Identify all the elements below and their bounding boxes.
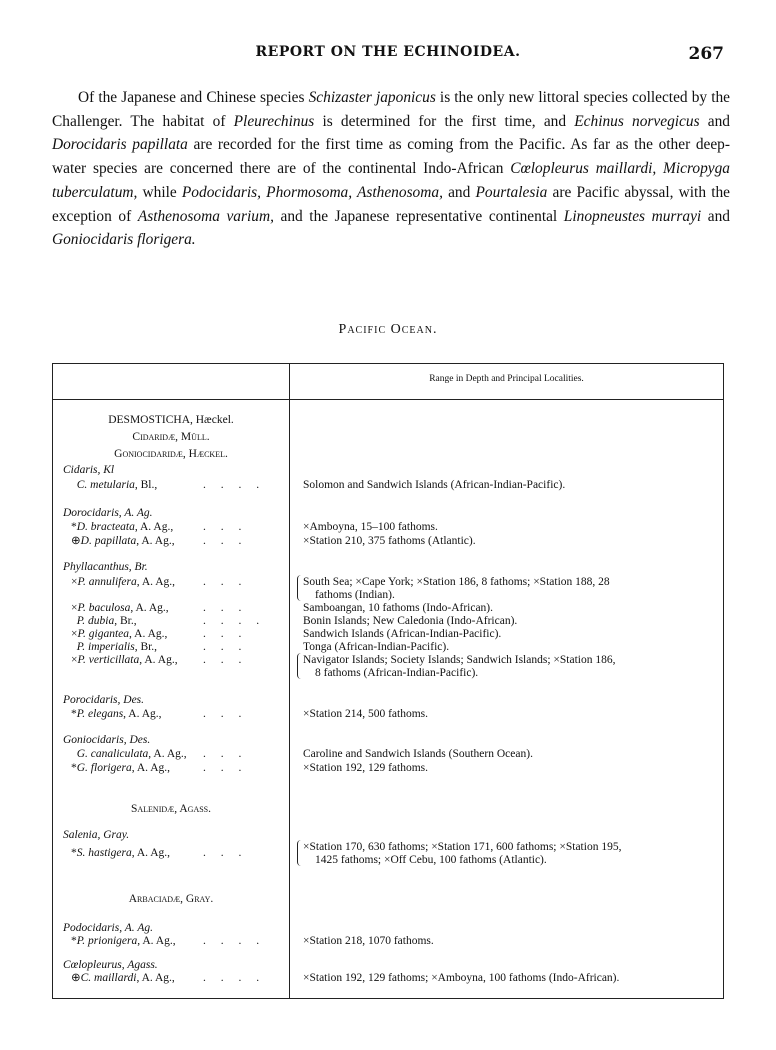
table-row: *P. elegans, A. Ag., . . . ×Station 214, 500 fathoms. — [71, 708, 428, 720]
table-row — [53, 921, 723, 935]
table-row — [53, 958, 723, 972]
paragraph-text: Of the Japanese and Chinese species Schizaster japonicus is the only new littoral species collected by the Challenger. The habitat of Pleurechinus is determined for the first time, and Echinus norvegicus and Dorocidaris papillata are recorded for the first time as coming from the Pacific. As far as the other deep-water species are concerned there are of the continental Indo-African Cœlopleurus maillardi, Micropyga tuberculatum, while Podocidaris, Phormosoma, Asthenosoma, and Pourtalesia are Pacific abyssal, with the exception of Asthenosoma varium, and the Japanese representative continental Linopneustes murrayi and Goniocidaris florigera. — [52, 89, 731, 249]
table-row: *G. florigera, A. Ag., . . . ×Station 192, 129 fathoms. — [71, 762, 428, 774]
table-row: G. canaliculata, A. Ag., . . . Caroline and Sandwich Islands (Southern Ocean). — [53, 747, 723, 761]
table-row: ×P. gigantea, A. Ag., . . . Sandwich Islands (African-Indian-Pacific). — [71, 628, 502, 640]
species-label: *S. hastigera, A. Ag., — [71, 847, 171, 859]
table-row — [53, 892, 723, 906]
range-cell: ×Station 192, 129 fathoms; ×Amboyna, 100 fathoms (Indo-African). — [303, 972, 620, 984]
table-row: *P. prionigera, A. Ag., . . . . ×Station 218, 1070 fathoms. — [71, 935, 434, 947]
table-row: ×P. annulifera, A. Ag., . . . South Sea; ×Cape York; ×Station 186, 8 fathoms; ×Station 188, 28 — [71, 576, 610, 588]
table-row — [53, 413, 723, 427]
table-row — [53, 506, 723, 520]
species-label: P. dubia, Br., — [76, 615, 137, 627]
table-row: ×P. baculosa, A. Ag., . . . Samboangan, 10 fathoms (Indo-African). — [71, 602, 494, 614]
table-row: *D. bracteata, A. Ag., . . . ×Amboyna, 15–100 fathoms. — [71, 521, 438, 533]
table-row: P. dubia, Br., . . . . Bonin Islands; New Caledonia (Indo-African). — [53, 614, 723, 628]
table-row: ⊕C. maillardi, A. Ag., . . . . ×Station 192, 129 fathoms; ×Amboyna, 100 fathoms (Indo-African). — [71, 972, 620, 984]
range-cell: ×Station 192, 129 fathoms. — [303, 762, 428, 774]
genus-label: Cœlopleurus, Agass. — [63, 959, 158, 971]
range-cell: ×Station 210, 375 fathoms (Atlantic). — [303, 535, 476, 547]
running-title: REPORT ON THE ECHINOIDEA. — [255, 44, 521, 60]
species-label: ⊕C. maillardi, A. Ag., — [71, 972, 175, 984]
table-row — [53, 588, 723, 602]
species-label: ⊕D. papillata, A. Ag., — [71, 535, 175, 547]
table-row — [53, 430, 723, 444]
table-row — [53, 733, 723, 747]
family-heading: Goniocidaridæ, Hæckel. — [114, 448, 228, 460]
genus-label: Cidaris, Kl — [63, 464, 115, 476]
species-label: *G. florigera, A. Ag., — [71, 762, 171, 774]
table-row — [53, 463, 723, 477]
table-row: ⊕D. papillata, A. Ag., . . . ×Station 210, 375 fathoms (Atlantic). — [71, 535, 476, 547]
species-label: G. canaliculata, A. Ag., — [76, 748, 187, 760]
range-cell: Caroline and Sandwich Islands (Southern Ocean). — [303, 748, 533, 760]
range-cell: ×Station 170, 630 fathoms; ×Station 171, 600 fathoms; ×Station 195, — [303, 841, 622, 853]
table-row — [53, 666, 723, 680]
table-row — [53, 693, 723, 707]
genus-label: Phyllacanthus, Br. — [63, 561, 148, 573]
table-row — [53, 853, 723, 867]
species-label: ×P. verticillata, A. Ag., — [71, 654, 178, 666]
order-heading: DESMOSTICHA, Hæckel. — [108, 414, 234, 426]
species-label: ×P. gigantea, A. Ag., — [71, 628, 168, 640]
table-row — [53, 840, 723, 854]
species-label: ×P. baculosa, A. Ag., — [71, 602, 169, 614]
species-label: *D. bracteata, A. Ag., — [71, 521, 174, 533]
range-cell-continued: 1425 fathoms; ×Off Cebu, 100 fathoms (Atlantic). — [315, 854, 547, 866]
range-cell-continued: 8 fathoms (African-Indian-Pacific). — [315, 667, 479, 679]
range-cell: Bonin Islands; New Caledonia (Indo-African). — [303, 615, 518, 627]
running-header — [52, 44, 724, 66]
range-cell: ×Station 214, 500 fathoms. — [303, 708, 428, 720]
genus-label: Salenia, Gray. — [63, 829, 130, 841]
range-cell: Navigator Islands; Society Islands; Sandwich Islands; ×Station 186, — [303, 654, 616, 666]
family-heading: Salenidæ, Agass. — [130, 803, 212, 815]
page-number: 267 — [688, 44, 724, 64]
range-cell: Sandwich Islands (African-Indian-Pacific). — [303, 628, 502, 640]
genus-label: Podocidaris, A. Ag. — [63, 922, 153, 934]
table-row: C. metularia, Bl., . . . . Solomon and Sandwich Islands (African-Indian-Pacific). — [53, 478, 723, 492]
range-cell: ×Amboyna, 15–100 fathoms. — [303, 521, 438, 533]
range-cell: ×Station 218, 1070 fathoms. — [303, 935, 434, 947]
table-row — [53, 447, 723, 461]
species-label: C. metularia, Bl., — [76, 479, 158, 491]
table-row — [53, 560, 723, 574]
table-row: P. imperialis, Br., . . . Tonga (African-Indian-Pacific). — [53, 640, 723, 654]
genus-label: Goniocidaris, Des. — [63, 734, 151, 746]
genus-label: Dorocidaris, A. Ag. — [63, 507, 153, 519]
species-label: *P. elegans, A. Ag., — [71, 708, 162, 720]
genus-label: Porocidaris, Des. — [63, 694, 145, 706]
table-row: ×P. verticillata, A. Ag., . . . Navigator Islands; Society Islands; Sandwich Islands; ×Station 186, — [71, 654, 616, 666]
header-rule — [53, 399, 723, 400]
body-paragraph — [52, 86, 730, 252]
range-cell-continued: fathoms (Indian). — [315, 589, 395, 601]
table-row: *S. hastigera, A. Ag., . . . — [71, 847, 248, 859]
section-title: Pacific Ocean. — [338, 322, 438, 337]
range-cell: Samboangan, 10 fathoms (Indo-African). — [303, 602, 494, 614]
species-label: P. imperialis, Br., — [76, 641, 158, 653]
column-header-range: Range in Depth and Principal Localities. — [429, 374, 584, 384]
species-table — [52, 363, 724, 999]
range-cell: Tonga (African-Indian-Pacific). — [303, 641, 450, 653]
range-cell: South Sea; ×Cape York; ×Station 186, 8 fathoms; ×Station 188, 28 — [303, 576, 610, 588]
family-heading: Arbaciadæ, Gray. — [128, 893, 214, 905]
species-label: ×P. annulifera, A. Ag., — [71, 576, 176, 588]
range-cell: Solomon and Sandwich Islands (African-Indian-Pacific). — [303, 479, 566, 491]
species-label: *P. prionigera, A. Ag., — [71, 935, 176, 947]
table-row — [53, 802, 723, 816]
family-heading: Cidaridæ, Müll. — [132, 431, 210, 443]
